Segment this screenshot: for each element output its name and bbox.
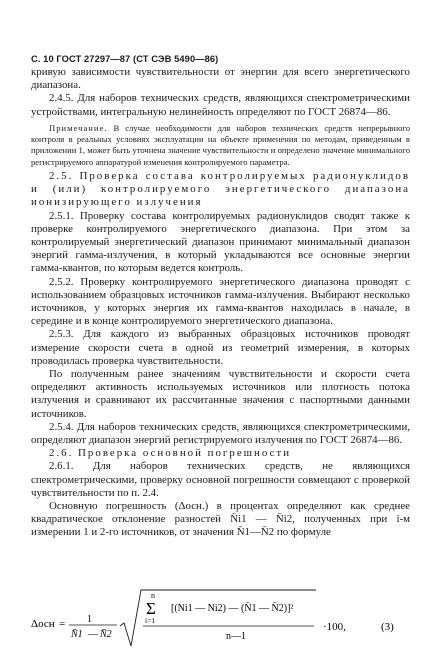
note-label: Примечание.	[49, 122, 108, 133]
paragraph-2-6-1: 2.6.1. Для наборов технических средств, не являющихся спектрометрическими, проверку основной погрешности совмещают с проверкой чувствительности по п. 2.4.	[31, 460, 410, 499]
formula-lhs: Δосн	[31, 618, 55, 630]
formula-sigma: Σ	[146, 599, 156, 618]
paragraph-2-5-4: 2.5.4. Для наборов технических средств, являющихся спектрометрическими, определяют диапазон энергий регистрируемого излучения по ГОСТ 26874—86.	[31, 420, 410, 447]
section-heading-2-6: 2.6. Проверка основной погрешности	[49, 447, 292, 460]
formula-n2: N̄2	[100, 629, 112, 640]
formula-number: (3)	[381, 621, 394, 633]
formula-numerator: [(Ni1 — Ni2) — (N̄1 — N̄2)]²	[171, 603, 294, 614]
paragraph-2-5-2: 2.5.2. Проверку контролируемого энергетического диапазона проводят с использованием образцовых источников гамма-излучения. Выбирают несколько источников, у которых энергия их гамма-квантов находилась в начале, в середине и в конце контролируемого энергетического диапазона.	[31, 275, 410, 328]
note	[31, 123, 410, 168]
formula-sum-top: n	[151, 591, 155, 600]
document-body	[31, 66, 410, 540]
formula-minus: —	[88, 629, 98, 640]
formula-times-100: ·100,	[323, 621, 346, 633]
paragraph-basic-error: Основную погрешность (Δосн.) в процентах определяют как среднее квадратическое отклонение разностей N̄i1 — N̄i2, полученных при i-м измерении 1 и 2-го источников, от значения N̄1—N̄2 по формуле	[31, 500, 410, 539]
formula-one: 1	[87, 614, 92, 625]
paragraph-2-5-1: 2.5.1. Проверку состава контролируемых радионуклидов сводят также к проверке контролируемого энергетического диапазона. При этом за контролируемый энергетический диапазон принимают минимальный диапазон энергий гамма-излучения, в который укладываются все основные энергии гамма-квантов, по которым ведется контроль.	[31, 209, 410, 275]
paragraph-2-4-5: 2.4.5. Для наборов технических средств, являющихся спектрометрическими устройствами, интегральную нелинейность определяют по ГОСТ 26874—86.	[31, 92, 410, 118]
paragraph-2-5-3: 2.5.3. Для каждого из выбранных образцовых источников проводят измерение скорости счета в одной из геометрий измерения, в которых проводилась проверка чувствительности.	[31, 328, 410, 367]
note-text: В случае необходимости для наборов технических средств непрерывного контроля в реальных условиях эксплуатации на объекте применения по методам, приведенным в приложении 1, может быть уточнена значение чувствительности и определено значение минимального регистрируемого аппаратурой изменения контролируемого параметра.	[31, 122, 410, 167]
formula-3	[31, 586, 410, 656]
paragraph-obtained-values: По полученным ранее значениям чувствительности и скорости счета определяют активность используемых источников или плотность потока излучения и сравнивают их рассчитанные значения с паспортными данными источников.	[31, 368, 410, 420]
page-header: С. 10 ГОСТ 27297—87 (СТ СЭВ 5490—86)	[31, 54, 219, 64]
formula-n1: N̄1	[71, 629, 83, 640]
formula-sum-bottom: i=1	[145, 616, 156, 625]
formula-equals: =	[59, 618, 66, 630]
section-heading-2-5: 2.5. Проверка состава контролируемых радионуклидов и (или) контролируемого энергетического диапазона ионизирующего излучения	[31, 170, 410, 209]
paragraph-continuation: кривую зависимости чувствительности от энергии для всего энергетического диапазона.	[31, 66, 410, 92]
formula-denominator: n—1	[226, 631, 246, 642]
